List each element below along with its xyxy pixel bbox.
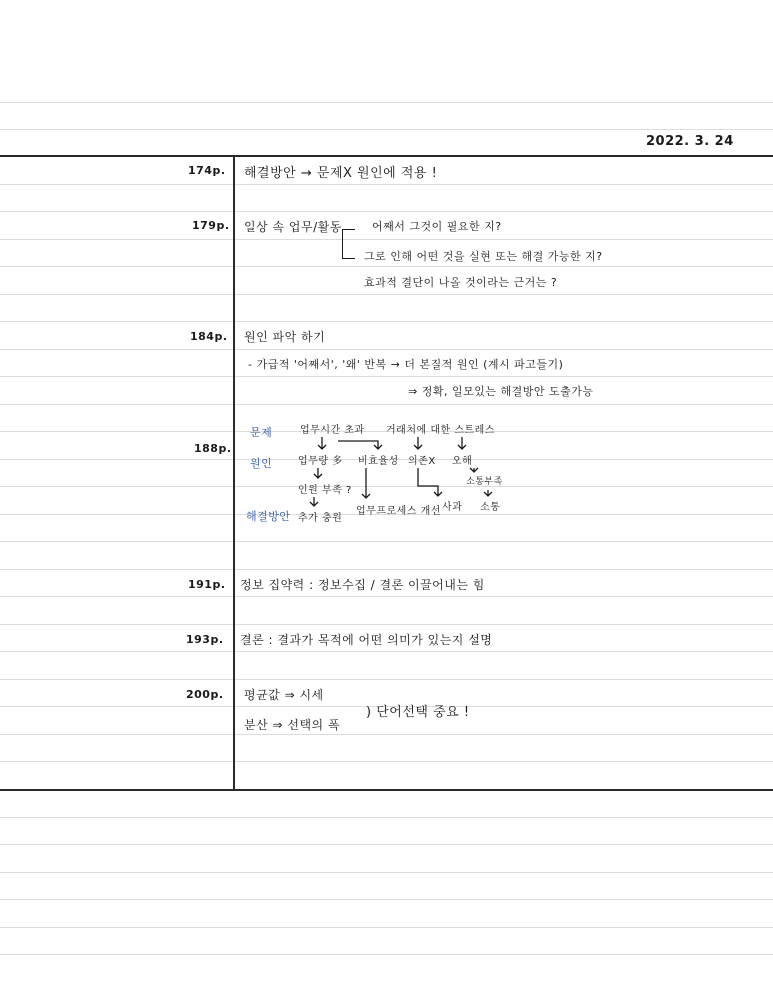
note-text: 정보 집약력 : 정보수집 / 결론 이끌어내는 힘: [240, 578, 485, 592]
label-cause: 원인: [250, 457, 273, 470]
cause-item: 비효율성: [358, 456, 399, 467]
note-text: ) 단어선택 중요 !: [366, 705, 470, 720]
cause-item: 업무량 多: [298, 456, 343, 467]
arrow: [310, 497, 318, 506]
page-ref: 191p.: [188, 578, 226, 591]
solution-item: 사과: [442, 502, 463, 513]
note-text: 원인 파악 하기: [244, 330, 326, 344]
arrow: [318, 437, 326, 449]
note-date: 2022. 3. 24: [646, 134, 734, 149]
page-ref: 188p.: [194, 442, 232, 455]
arrow: [470, 468, 478, 472]
solution-item: 업무프로세스 개선: [356, 506, 441, 517]
note-text: 일상 속 업무/활동: [244, 220, 342, 234]
solution-item: 추가 충원: [298, 513, 343, 524]
label-problem: 문제: [250, 426, 273, 439]
cause-item: 오해: [452, 456, 473, 467]
page-ref: 193p.: [186, 633, 224, 646]
page-ref: 179p.: [192, 219, 230, 232]
arrow: [484, 490, 492, 496]
arrow: [338, 441, 382, 449]
branch-text: 어째서 그것이 필요한 지?: [372, 220, 502, 233]
note-text: 효과적 결단이 나올 것이라는 근거는 ?: [364, 276, 558, 289]
arrow: [314, 468, 322, 478]
solution-item: 소통: [480, 502, 501, 513]
subcause-item: 인원 부족 ?: [298, 485, 352, 496]
arrow: [414, 437, 422, 449]
note-text: 평균값 ⇒ 시세: [244, 688, 324, 702]
page-ref: 184p.: [190, 330, 228, 343]
label-solution: 해결방안: [246, 510, 291, 523]
note-text: 해결방안 → 문제X 원인에 적용 !: [244, 166, 438, 181]
problem-item: 거래처에 대한 스트레스: [386, 425, 495, 436]
arrow: [362, 468, 370, 498]
branch-text: 그로 인해 어떤 것을 실현 또는 해결 가능한 지?: [364, 250, 603, 263]
page-ref: 174p.: [188, 164, 226, 177]
note-text: - 가급적 '어째서', '왜' 반복 → 더 본질적 원인 (계시 파고들기): [248, 358, 564, 371]
problem-item: 업무시간 초과: [300, 425, 365, 436]
cause-item: 의존X: [408, 456, 436, 467]
page-ref: 200p.: [186, 688, 224, 701]
note-text: 분산 ⇒ 선택의 폭: [244, 718, 341, 732]
subcause-item: 소통부족: [466, 477, 503, 487]
note-text: 결론 : 결과가 목적에 어떤 의미가 있는지 설명: [240, 633, 493, 647]
note-text: ⇒ 정확, 일모있는 해결방안 도출가능: [408, 385, 594, 398]
arrow: [418, 468, 442, 496]
arrow: [458, 437, 466, 449]
